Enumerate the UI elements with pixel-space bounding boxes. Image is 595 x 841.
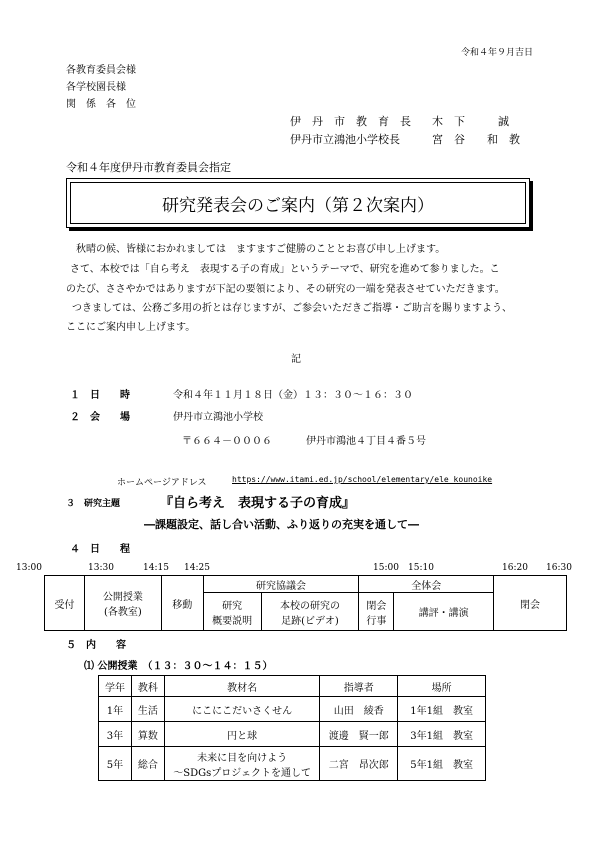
theme-main: 『自ら考え 表現する子の育成』: [160, 496, 356, 511]
row1-grade: 1年: [99, 697, 132, 722]
venue-label: ２ 会 場: [70, 412, 130, 423]
time-1415: 14:15: [143, 563, 169, 573]
schedule-zentaikai: 全体会: [359, 576, 494, 593]
venue-address: 伊丹市鴻池４丁目４番５号: [306, 436, 426, 447]
row3-grade: 5年: [99, 747, 132, 781]
ashiato-line-1: 本校の研究の: [279, 600, 340, 612]
row1-subject: 生活: [131, 697, 164, 722]
kenkyu-line-2: 概要説明: [212, 615, 253, 627]
recipient-3: 関 係 各 位: [66, 99, 136, 110]
time-1300: 13:00: [16, 563, 42, 573]
kenkyu-line-1: 研究: [222, 600, 243, 612]
time-1510: 15:10: [408, 563, 434, 573]
kaikai-line-2: 行事: [366, 615, 387, 627]
header-material: 教材名: [164, 676, 320, 697]
kaikai-line-1: 閉会: [366, 600, 387, 612]
issue-date: 令和４年９月吉日: [460, 48, 533, 58]
body-line-2: さて、本校では「自ら考え 表現する子の育成」というテーマで、研究を進めて参りました。こ: [70, 264, 500, 275]
time-1630: 16:30: [546, 563, 572, 573]
header-grade: 学年: [99, 676, 132, 697]
schedule-move: 移動: [161, 576, 203, 631]
venue-name: 伊丹市立鴻池小学校: [173, 412, 263, 423]
title-box: [66, 178, 530, 228]
homepage-label: ホームページアドレス: [117, 478, 207, 488]
body-line-1: 秋晴の候、皆様におかれましては ますますご健勝のこととお喜び申し上げます。: [76, 244, 446, 255]
content-label: ５ 内 容: [66, 640, 126, 651]
body-line-3: のたび、ささやかではありますが下記の要領により、その研究の一端を発表させていただきます。: [66, 284, 505, 295]
sender-org-2: 伊丹市立鴻池小学校長: [290, 133, 400, 146]
lessons-table: [98, 675, 486, 781]
row3-material-line-1: 未来に目を向けよう: [197, 752, 288, 764]
ashiato-line-2: 足跡(ビデオ): [281, 615, 339, 627]
row3-place: 5年1組 教室: [398, 747, 486, 781]
recipient-2: 各学校園長様: [66, 82, 126, 93]
table-row: [99, 722, 486, 747]
time-1620: 16:20: [502, 563, 528, 573]
row2-teacher: 渡邊 賢一郎: [320, 722, 398, 747]
row3-material-line-2: ～SDGsプロジェクトを通して: [173, 767, 312, 779]
row1-material: にこにこだいさくせん: [164, 697, 320, 722]
sender-name-2: 宮 谷 和 教: [432, 133, 520, 146]
theme-sub: ―課題設定、話し合い活動、ふり返りの充実を通して―: [144, 518, 419, 531]
row3-subject: 総合: [131, 747, 164, 781]
header-place: 場所: [398, 676, 486, 697]
header-subject: 教科: [131, 676, 164, 697]
row2-subject: 算数: [131, 722, 164, 747]
row3-teacher: 二宮 昂次郎: [320, 747, 398, 781]
schedule-kyogikai: 研究協議会: [203, 576, 359, 593]
time-1425: 14:25: [184, 563, 210, 573]
sender-name-1: 木 下 誠: [432, 115, 509, 128]
schedule-lecture: 講評・講演: [394, 593, 494, 631]
schedule-label: ４ 日 程: [70, 544, 130, 555]
body-line-4: つきましては、公務ご多用の折とは存じますが、ご参会いただきご指導・ご助言を賜りますよう、: [72, 303, 512, 314]
row2-material: 円と球: [164, 722, 320, 747]
datetime-value: 令和４年１１月１８日（金）１３：３０～１６：３０: [173, 390, 413, 401]
theme-label: ３ 研究主題: [66, 499, 121, 509]
open-class-line-2: (各教室): [103, 607, 142, 618]
schedule-table: [44, 575, 567, 631]
time-1330: 13:30: [88, 563, 114, 573]
recipient-1: 各教育委員会様: [66, 65, 136, 76]
table-row: [99, 697, 486, 722]
row1-place: 1年1組 教室: [398, 697, 486, 722]
ki-mark: 記: [291, 354, 301, 365]
header-teacher: 指導者: [320, 676, 398, 697]
page-title: 研究発表会のご案内（第２次案内）: [70, 182, 526, 224]
venue-postal: 〒６６４－０００６: [182, 436, 272, 447]
row1-teacher: 山田 綾香: [320, 697, 398, 722]
sender-org-1: 伊 丹 市 教 育 長: [290, 115, 411, 128]
homepage-link[interactable]: https://www.itami.ed.jp/school/elementary/ele_kounoike: [232, 475, 493, 484]
lessons-header-row: [99, 676, 486, 697]
datetime-label: １ 日 時: [70, 390, 130, 401]
row3-material: [164, 747, 320, 781]
open-class-line-1: 公開授業: [102, 592, 143, 603]
schedule-kaikai: [359, 593, 394, 631]
schedule-uketsuke: 受付: [45, 576, 85, 631]
row2-grade: 3年: [99, 722, 132, 747]
body-line-5: ここにご案内申し上げます。: [66, 322, 196, 333]
schedule-closing: 閉会: [494, 576, 567, 631]
schedule-open-class: [84, 576, 161, 631]
time-1500: 15:00: [373, 563, 399, 573]
row2-place: 3年1組 教室: [398, 722, 486, 747]
schedule-kenkyu: [203, 593, 261, 631]
table-row: [99, 747, 486, 781]
schedule-ashiato: [261, 593, 359, 631]
lesson-label: ⑴ 公開授業 （１３：３０～１４：１５）: [84, 661, 273, 672]
designation: 令和４年度伊丹市教育委員会指定: [66, 161, 231, 174]
